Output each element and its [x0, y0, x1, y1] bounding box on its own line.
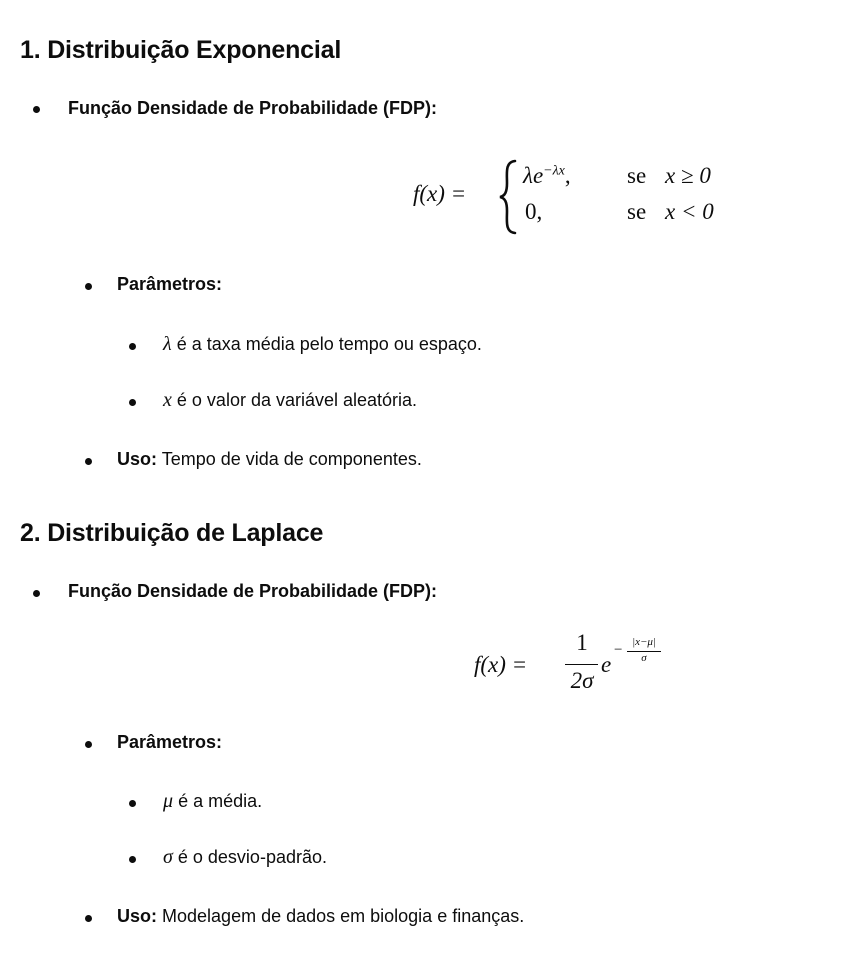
exp-num: |x−μ|	[632, 636, 656, 648]
param-item	[163, 790, 262, 813]
laplace-pdf-formula	[474, 630, 704, 700]
param-text: é o desvio-padrão.	[177, 847, 327, 867]
uso-text: Modelagem de dados em biologia e finanças.	[162, 906, 525, 926]
exp-sign: −	[614, 642, 623, 658]
bullet	[85, 458, 92, 465]
case2-expr: 0,	[525, 199, 543, 224]
param-symbol: x	[163, 389, 172, 411]
fdp-label: Função Densidade de Probabilidade (FDP):	[68, 581, 438, 601]
param-item	[163, 389, 417, 412]
case2-cond-word: se	[627, 199, 647, 224]
fdp-label: Função Densidade de Probabilidade (FDP):	[68, 98, 438, 118]
exponential-pdf-formula	[413, 157, 753, 237]
param-text: é a média.	[178, 791, 263, 811]
bullet	[129, 800, 136, 807]
bullet	[129, 856, 136, 863]
param-text: é a taxa média pelo tempo ou espaço.	[176, 334, 482, 354]
param-symbol: μ	[163, 790, 174, 812]
params-label: Parâmetros:	[117, 732, 223, 752]
uso-label: Uso:	[117, 449, 157, 469]
param-text: é o valor da variável aleatória.	[176, 390, 418, 410]
section-heading-laplace: 2. Distribuição de Laplace	[20, 519, 324, 547]
case1-cond: x ≥ 0	[665, 163, 711, 188]
exp-base: e	[601, 652, 612, 677]
fraction-bar	[565, 664, 598, 665]
param-symbol: σ	[163, 846, 173, 868]
section-heading-exponential: 1. Distribuição Exponencial	[20, 36, 342, 64]
uso-item	[117, 906, 524, 927]
bullet	[33, 106, 40, 113]
left-brace	[497, 159, 519, 235]
bullet	[85, 741, 92, 748]
params-label: Parâmetros:	[117, 274, 223, 294]
param-symbol: λ	[163, 333, 172, 355]
frac-den: 2σ	[570, 668, 594, 693]
formula-lhs: f(x) =	[413, 181, 467, 206]
bullet	[33, 590, 40, 597]
uso-item	[117, 449, 422, 470]
case2-cond: x < 0	[665, 199, 714, 224]
bullet	[85, 283, 92, 290]
bullet	[85, 915, 92, 922]
bullet	[129, 343, 136, 350]
bullet	[129, 399, 136, 406]
case1-cond-word: se	[627, 163, 647, 188]
param-item	[163, 333, 482, 356]
param-item	[163, 846, 327, 869]
uso-text: Tempo de vida de componentes.	[161, 449, 422, 469]
frac-num: 1	[576, 630, 588, 655]
case1-expr: $\lambda e^{-\lambda x}$,	[523, 163, 571, 188]
formula-lhs: f(x) =	[474, 652, 528, 677]
uso-label: Uso:	[117, 906, 157, 926]
exp-den: σ	[641, 652, 647, 664]
